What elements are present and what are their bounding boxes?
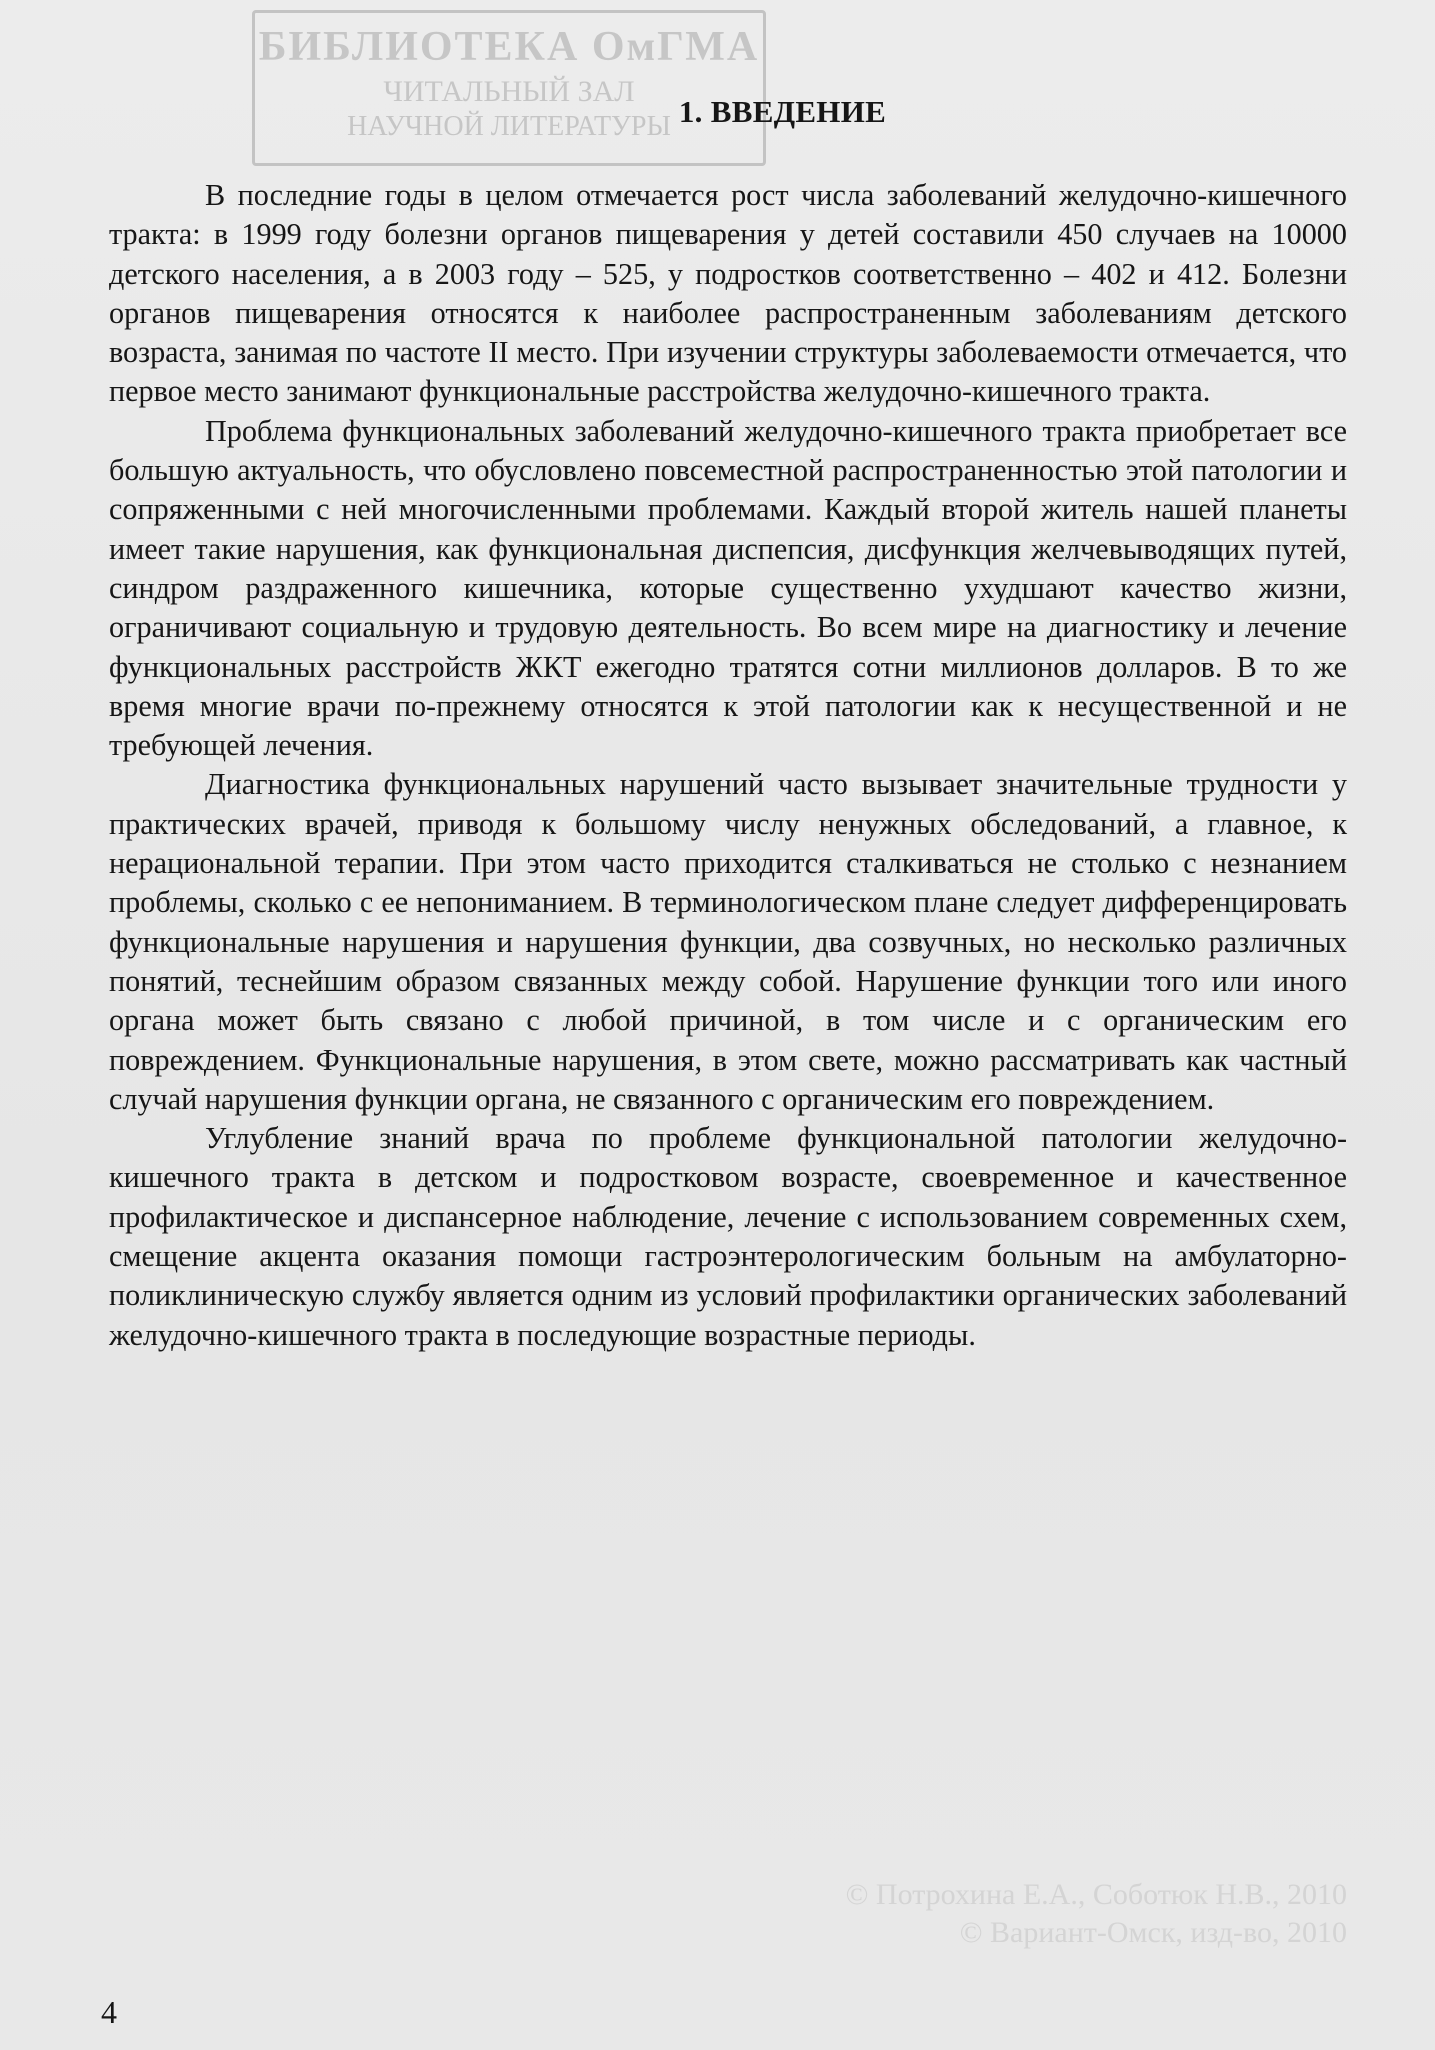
paragraph: Проблема функциональных заболеваний желудочно-кишечного тракта приобретает все большую актуальность, что обусловлено повсеместной распространенностью этой патологии и сопряженными с ней многочисленными проблемами. Каждый второй житель нашей планеты имеет такие нарушения, как функциональная диспепсия, дисфункция желчевыводящих путей, синдром раздраженного кишечника, которые существенно ухудшают качество жизни, ограничивают социальную и трудовую деятельность. Во всем мире на диагностику и лечение функциональных расстройств ЖКТ ежегодно тратятся сотни миллионов долларов. В то же время многие врачи по-прежнему относятся к этой патологии как к несущественной и не требующей лечения.: [109, 413, 1347, 763]
bleed-through-copyright: [846, 1876, 1347, 1952]
paragraph: Углубление знаний врача по проблеме функциональной патологии желудочно-кишечного тракта в детском и подростковом возрасте, своевременное и качественное профилактическое и диспансерное наблюдение, лечение с использованием современных схем, смещение акцента оказания помощи гастроэнтерологическим больным на амбулаторно-поликлиническую службу является одним из условий профилактики органических заболеваний желудочно-кишечного тракта в последующие возрастные периоды.: [109, 1121, 1347, 1352]
body-text: [109, 176, 1347, 1355]
stamp-subtitle: ЧИТАЛЬНЫЙ ЗАЛ: [383, 75, 635, 108]
paragraph: В последние годы в целом отмечается рост числа заболеваний желудочно-кишечного тракта: в 1999 году болезни органов пищеварения у детей составили 450 случаев на 10000 детского населения, а в 2003 году – 525, у подростков соответственно – 402 и 412. Болезни органов пищеварения относятся к наиболее распространенным заболеваниям детского возраста, занимая по частоте II место. При изучении структуры заболеваемости отмечается, что первое место занимают функциональные расстройства желудочно-кишечного тракта.: [109, 178, 1347, 409]
page-number: 4: [101, 1994, 117, 2030]
section-title: 1. ВВЕДЕНИЕ: [678, 94, 887, 129]
library-stamp: [252, 10, 766, 166]
stamp-title: БИБЛИОТЕКА ОмГМА: [258, 24, 760, 70]
paragraph: Диагностика функциональных нарушений часто вызывает значительные трудности у практических врачей, приводя к большому числу ненужных обследований, а главное, к нерациональной терапии. При этом часто приходится сталкиваться не столько с незнанием проблемы, сколько с ее непониманием. В терминологическом плане следует дифференцировать функциональные нарушения и нарушения функции, два созвучных, но несколько различных понятий, теснейшим образом связанных между собой. Нарушение функции того или иного органа может быть связано с любой причиной, в том числе и с органическим его повреждением. Функциональные нарушения, в этом свете, можно рассматривать как частный случай нарушения функции органа, не связанного с органическим его повреждением.: [109, 767, 1347, 1116]
stamp-subtitle-2: НАУЧНОЙ ЛИТЕРАТУРЫ: [347, 111, 671, 142]
bleed-line: © Потрохина Е.А., Соботюк Н.В., 2010: [845, 1878, 1347, 1911]
bleed-line: © Вариант-Омск, изд-во, 2010: [959, 1916, 1347, 1949]
